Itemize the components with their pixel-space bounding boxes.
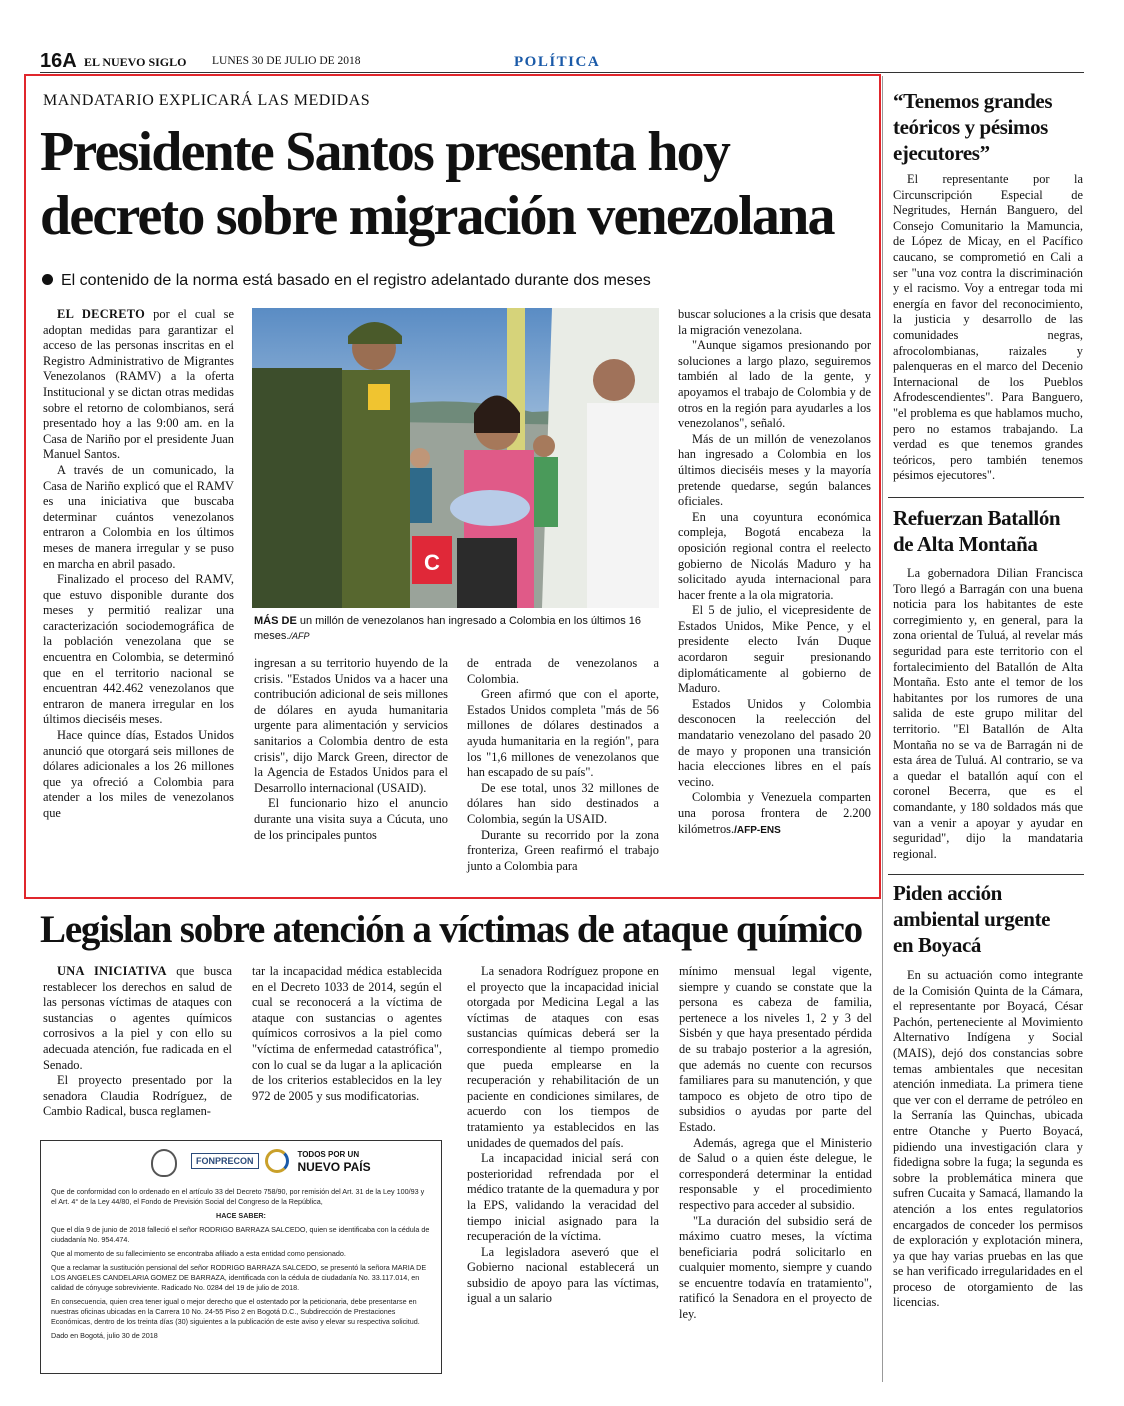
paper-name: EL NUEVO SIGLO: [84, 55, 187, 69]
paragraph: El funcionario hizo el anuncio durante una visita suya a Cúcuta, uno de los principales puntos: [254, 796, 448, 842]
paragraph: Colombia y Venezuela comparten una porosa frontera de 2.200 kilómetros.: [678, 790, 871, 836]
paragraph: tar la incapacidad médica establecida en el Decreto 1033 de 2014, según el cual se reconocerá a la víctima de ataque con sustancias o agentes químicos corrosivos a la piel como "víctima de enfermedad catastrófica", con lo cual se da lugar a la aplicación de los criterios establecidos en la ley 972 de 2005 y sus modificatorias.: [252, 964, 442, 1103]
paragraph: El 5 de julio, el vicepresidente de Estados Unidos, Mike Pence, y el presidente electo Iván Duque acordaron seguir presionando diplomáticamente al gobierno de Maduro.: [678, 603, 871, 696]
page-header: [40, 50, 1084, 72]
second-col-1: UNA INICIATIVA que busca restablecer los derechos en salud de las personas víctimas de ataques con sustancias o agentes químicos corrosivos a la piel y con ello su adecuada atención, fue radicada en el Senado. El proyecto presentado por la senadora Claudia Rodríguez, de Cambio Radical, busca reglamen-: [43, 964, 232, 1119]
paragraph: Durante su recorrido por la zona fronteriza, Green reafirmó el trabajo junto a Colombia para: [467, 827, 659, 873]
caption-text: un millón de venezolanos han ingresado a Colombia en los últimos 16 meses.: [254, 615, 642, 642]
paragraph: La incapacidad inicial será con posterioridad refrendada por el médico tratante de la quemadura y por la EPS, validando la veracidad del tiempo inicial asignado para la recuperación de la víctima.: [467, 1151, 659, 1244]
paragraph: "La duración del subsidio será de máximo cuatro meses, la víctima beneficiaria podrá solicitarlo en cualquier momento, siempre y cuando se encuentre todavía en tratamiento", ratificó la Senadora en el proyecto de ley.: [679, 1213, 872, 1322]
deck-text: El contenido de la norma está basado en el registro adelantado durante dos meses: [61, 272, 651, 289]
paragraph: El proyecto presentado por la senadora Claudia Rodríguez, de Cambio Radical, busca reglamen-: [43, 1073, 232, 1119]
paragraph: Más de un millón de venezolanos han ingresado a Colombia en los últimos dieciséis meses y la mayoría pretende quedarse, según balances oficiales.: [678, 431, 871, 509]
todos-por-un-nuevo-pais-logo: TODOS POR UN NUEVO PAÍS: [265, 1149, 371, 1173]
second-headline: Legislan sobre atención a víctimas de ataque químico: [40, 908, 862, 951]
kicker: MANDATARIO EXPLICARÁ LAS MEDIDAS: [43, 92, 371, 109]
paragraph: La senadora Rodríguez propone en el proyecto que la incapacidad inicial otorgada por Medicina Legal a las víctimas de ataques con esas sustancias químicas deberá ser la correspondiente al tiempo promedio que pueda emplearse en la recuperación y rehabilitación de un paciente en condiciones similares, de acuerdo con los tiempos de tratamiento ya establecidos en las unidades de quemados del país.: [467, 964, 659, 1150]
lead-col-2: [254, 656, 448, 843]
headline-line-2: decreto sobre migración venezolana: [40, 185, 834, 247]
page-number: 16A: [40, 50, 77, 72]
paragraph: Finalizado el proceso del RAMV, que estuvo disponible durante dos meses y permitió realizar una caracterización sociodemográfica de la población venezolana que se encuentra en Colombia, se determinó que en el territorio nacional se encuentran 442.462 venezolanos que entraron de manera irregular en los últimos dieciséis meses.: [43, 572, 234, 727]
sidebar-3-body: En su actuación como integrante de la Comisión Quinta de la Cámara, el representante por Boyacá, César Pachón, perteneciente al Movimiento Alternativo Indígena y Social (MAIS), dejó dos constancias sobre temas ambientales que necesitan atención inmediata. La primera tiene que ver con el derrame de petróleo en la Serranía las Quinchas, ubicada entre Otanche y Puerto Boyacá, pidiendo una investigación clara y fidedigna sobre la fuga; la segunda es sobre la problemática minera que sufren Cucaita y Samacá, llamando la atención a los entes regulatorios encargados de conceder los permisos de exploración y explotación minera, ya que hay varias pruebas en las que se han verificado irregularidades en el proceso de otorgamiento de las licencias.: [893, 968, 1083, 1310]
news-photo: [252, 308, 659, 608]
photo-caption: [254, 614, 656, 644]
paragraph: A través de un comunicado, la Casa de Nariño explicó que el RAMV es una iniciativa que buscaba determinar cuántos venezolanos entraron a Colombia en los últimos meses de manera irregular y se puso en marcha en abril pasado.: [43, 462, 234, 571]
bullet-icon: [42, 274, 53, 285]
lead-word: UNA INICIATIVA: [57, 964, 167, 978]
caption-lead: MÁS DE: [254, 615, 297, 627]
paragraph: En una coyuntura económica compleja, Bogotá encabeza la oposición regional contra el reelecto gobierno de Nicolás Maduro y ha solicitado ayuda internacional para hacer frente a la ola migratoria.: [678, 509, 871, 602]
paragraph: buscar soluciones a la crisis que desata la migración venezolana.: [678, 307, 871, 337]
legal-notice: [40, 1140, 442, 1374]
paragraph: Hace quince días, Estados Unidos anunció que otorgará seis millones de dólares adicionales a los 26 millones que ya ofreció a Colombia para atender a los miles de venezolanos que: [43, 728, 234, 820]
coat-of-arms-icon: [151, 1149, 177, 1177]
sidebar-2-body: La gobernadora Dilian Francisca Toro llegó a Barragán con una buena noticia para los habitantes de este corregimiento y, en general, para la zona oriental de Tuluá, al revelar más seguridad para este territorio con el fortalecimiento del Batallón de Alta Montaña. Esto ante el temor de los habitantes por los rumores de una salida de este grupo militar del territorio. "El Batallón de Alta Montaña no se va de Barragán ni de esta área de Tuluá. Al contrario, se va a quedar el batallón aquí con el coronel Becerra, que es el comandante, y 180 soldados más que van a venir a apoyar y ayudar en seguridad", dijo la mandataria regional.: [893, 566, 1083, 861]
deck: [42, 272, 651, 290]
paragraph: La legisladora aseveró que el Gobierno nacional establecerá un subsidio de apoyo para las víctimas, igual a un salario: [467, 1244, 659, 1306]
lead-word: EL DECRETO: [57, 307, 146, 321]
fonprecon-logo: FONPRECON: [191, 1153, 259, 1169]
lead-col-4: [678, 307, 871, 838]
photo-credit: /AFP: [289, 631, 310, 641]
paragraph: Además, agrega que el Ministerio de Salud o a quien éste delegue, le corresponderá determinar la entidad responsable y el procedimiento respectivo para acceder al subsidio.: [679, 1135, 872, 1212]
section-label: POLÍTICA: [514, 54, 601, 70]
sidebar-1-title: “Tenemos grandes teóricos y pésimos ejecutores”: [893, 89, 1053, 165]
paragraph: mínimo mensual legal vigente, siempre y cuando se constate que la persona es cabeza de familia, pertenece a los niveles 1, 2 y 3 del Sisbén y que haya presentado pérdida de su trabajo posterior a la agresión, que además no cuente con recursos familiares para su manutención, y que tampoco es objeto de otro tipo de subsidios o ayudas por parte del Estado.: [679, 964, 872, 1134]
headline-line-1: Presidente Santos presenta hoy: [40, 121, 730, 183]
lead-col-1: EL DECRETO por el cual se adoptan medidas para garantizar el acceso de las personas inscritas en el Registro Administrativo de Migrantes Venezolanos (RAMV) a la oferta Institucional y se dictan otras medidas sobre el retorno de colombianos, será presentado hoy a las 9:00 am. en la Casa de Nariño por el presidente Juan Manuel Santos. A través de un comunicado, la Casa de Nariño explicó que el RAMV es una iniciativa que buscaba determinar cuántos venezolanos entraron a Colombia en los últimos meses de manera irregular y se puso en marcha en abril pasado. Finalizado el proceso del RAMV, que estuvo disponible durante dos meses y permitió realizar una caracterización sociodemográfica de la población venezolana que se encuentra en Colombia, se determinó que en el territorio nacional se encuentran 442.462 venezolanos que entraron de manera irregular en los últimos dieciséis meses. Hace quince días, Estados Unidos anunció que otorgará seis millones de dólares adicionales a los 26 millones que ya ofreció a Colombia para atender a los miles de venezolanos que: [43, 307, 235, 820]
svg-text:C: C: [424, 550, 440, 575]
wire-credit: /AFP-ENS: [734, 824, 781, 836]
second-col-4: [679, 964, 872, 1323]
paragraph: Green afirmó que con el aporte, Estados Unidos completa "más de 56 millones de dólares destinados a ayuda humanitaria en la región", para los "1,6 millones de venezolanos que han escapado de su país".: [467, 687, 659, 780]
lead-col-3: [467, 656, 659, 874]
headline: [40, 120, 870, 248]
swirl-icon: [265, 1149, 289, 1173]
sidebar-2-title: Refuerzan Batallón de Alta Montaña: [893, 506, 1061, 556]
border-crowd-illustration: [252, 308, 659, 608]
paragraph: "Aunque sigamos presionando por soluciones a largo plazo, seguiremos también al lado de la gente, y apoyamos el trabajo de Colombia y de otros en la región para ayudarles a los venezolanos", señaló.: [678, 338, 871, 431]
notice-text: Que de conformidad con lo ordenado en el artículo 33 del Decreto 758/90, por remisión del Art. 31 de la Ley 100/93 y el Art. 4° de la Ley 44/80, el Fondo de Previsión Social del Congreso de la República, HACE SABER: Que el día 9 de junio de 2018 falleció el señor RODRIGO BARRAZA SALCEDO, quien se identificaba con la cédula de ciudadanía No. 954.474. Que al momento de su fallecimiento se encontraba afiliado a esta entidad como pensionado. Que a reclamar la sustitución pensional del señor RODRIGO BARRAZA SALCEDO, se presentó la señora MARIA DE LOS ANGELES CANDELARIA GOMEZ DE BARRAZA, identificada con la cédula de ciudadanía No. 33.117.014, en calidad de cónyuge sobreviviente. Radicado No. 0284 del 19 de julio de 2018. En consecuencia, quien crea tener igual o mejor derecho que el ostentado por la peticionaria, debe presentarse en nuestras oficinas ubicadas en la Carrera 10 No. 24-55 Piso 2 en Bogotá D.C., Subdirección de Prestaciones Económicas, dentro de los treinta días (30) siguientes a la publicación de este aviso y elevar su respectiva solicitud. Dado en Bogotá, julio 30 de 2018: [51, 1187, 430, 1340]
second-col-2: [252, 964, 442, 1104]
header-date: LUNES 30 DE JULIO DE 2018: [212, 55, 361, 67]
second-col-3: [467, 964, 659, 1307]
paragraph: de entrada de venezolanos a Colombia.: [467, 656, 659, 686]
paragraph: Estados Unidos y Colombia desconocen la reelección del mandatario venezolano del pasado 20 de mayo y proponen una transición hacia elecciones libres en el país vecino.: [678, 696, 871, 789]
paragraph: De ese total, unos 32 millones de dólares han sido destinados a Colombia, según la USAID.: [467, 780, 659, 826]
sidebar-3-title: Piden acción ambiental urgente en Boyacá: [893, 881, 1051, 957]
sidebar-1-body: El representante por la Circunscripción Especial de Negritudes, Hernán Banguero, del Consejo Comunitario la Mamuncia, de López de Micay, en el Pacífico caucano, se comprometió en Cali a ser "una voz contra la discriminación y el racismo. Voy a entregar toda mi energía en favor del reconocimiento, la justicia y desarrollo de las comunidades negras, afrocolombianas, raizales y palenqueras en el marco del Decenio Internacional de los Pueblos Afrodescendientes". Para Banguero, "el problema es que hablamos mucho, pero no estamos trabajando. La verdad es que tenemos grandes teóricos, pero también tenemos pésimos ejecutores".: [893, 172, 1083, 483]
paragraph: ingresan a su territorio huyendo de la crisis. "Estados Unidos va a hacer una contribución adicional de seis millones de dólares en ayuda humanitaria urgente para alimentación y servicios sanitarios a Colombia dentro de esta crisis", dijo Marck Green, director de la Agencia de Estados Unidos para el Desarrollo internacional (USAID).: [254, 656, 448, 795]
